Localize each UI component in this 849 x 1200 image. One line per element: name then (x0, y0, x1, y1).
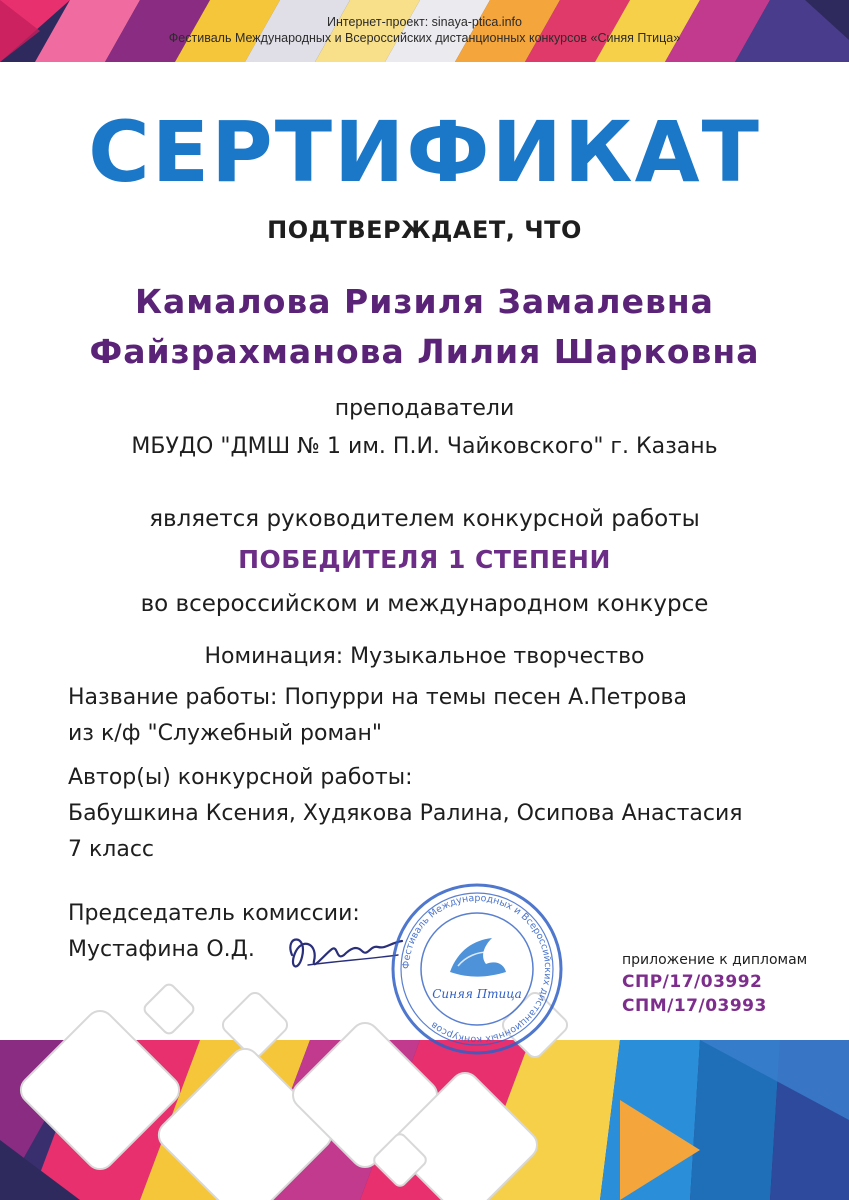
chair-name: Мустафина О.Д. (68, 937, 255, 962)
svg-text:Синяя Птица: Синяя Птица (432, 987, 522, 1001)
authors-list: Бабушкина Ксения, Худякова Ралина, Осипова Анастасия (68, 801, 743, 826)
confirms-heading: ПОДТВЕРЖДАЕТ, ЧТО (267, 216, 582, 244)
diploma-code-1: СПР/17/03992 (622, 972, 763, 992)
work-title-line-2: из к/ф "Служебный роман" (68, 721, 383, 746)
recipient-name-1: Камалова Ризиля Замалевна (135, 282, 714, 321)
chair-label: Председатель комиссии: (68, 901, 360, 926)
appendix-block (622, 950, 842, 1018)
stamp-seal (388, 880, 566, 1058)
nomination: Номинация: Музыкальное творчество (204, 644, 645, 669)
recipient-role: преподаватели (334, 396, 515, 421)
organization: МБУДО "ДМШ № 1 им. П.И. Чайковского" г. Казань (131, 434, 718, 459)
svg-text:Фестиваль Международных и Всер: Фестиваль Международных и Всероссийских дистанционных конкурсов (400, 892, 554, 1046)
leader-statement: является руководителем конкурсной работы (149, 506, 700, 532)
grade: 7 класс (68, 837, 155, 862)
authors-label: Автор(ы) конкурсной работы: (68, 765, 413, 790)
contest-description: во всероссийском и международном конкурсе (140, 591, 709, 617)
recipient-name-2: Файзрахманова Лилия Шарковна (89, 332, 760, 371)
appendix-label: приложение к дипломам (622, 952, 808, 968)
top-header-text (0, 14, 849, 46)
award-degree: ПОБЕДИТЕЛЯ 1 СТЕПЕНИ (238, 545, 611, 574)
festival-line: Фестиваль Международных и Всероссийских дистанционных конкурсов «Синяя Птица» (168, 31, 681, 45)
work-title-line-1: Название работы: Попурри на темы песен А.Петрова (68, 685, 687, 710)
project-line: Интернет-проект: sinaya-ptica.info (327, 15, 522, 29)
diploma-code-2: СПМ/17/03993 (622, 996, 767, 1016)
certificate-title: СЕРТИФИКАТ (88, 103, 761, 201)
